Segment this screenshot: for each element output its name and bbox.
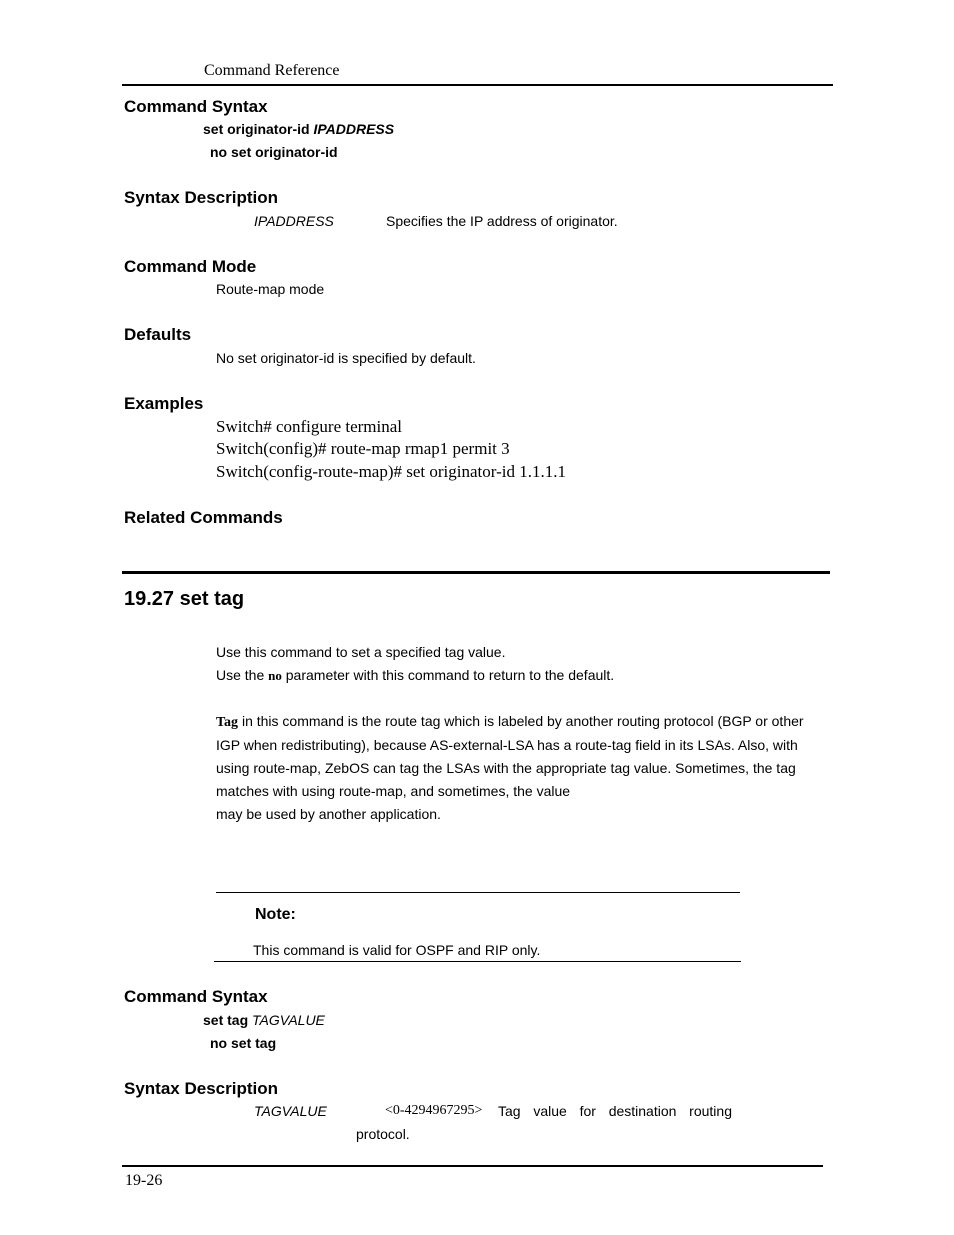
paragraph-line: matches with using route-map, and sometimes, the value [216,783,571,799]
related-commands-heading: Related Commands [124,508,283,527]
page-number: 19-26 [125,1172,163,1189]
example-line: Switch(config-route-map)# set originator-id 1.1.1.1 [216,462,566,481]
syntax-command: set originator-id [203,121,310,137]
syntax-description-heading: Syntax Description [124,1079,278,1098]
example-line: Switch# configure terminal [216,417,403,436]
paragraph-line-1-text: in this command is the route tag which is labeled by another routing protocol (BGP or other [238,713,804,729]
note-bottom-rule [214,961,741,962]
intro-pre: Use the [216,667,269,683]
example-line: Switch(config)# route-map rmap1 permit 3 [216,439,510,458]
command-mode-value: Route-map mode [216,281,325,297]
syntax-argument: TAGVALUE [252,1012,325,1028]
command-mode-heading: Command Mode [124,257,257,276]
keyword-tag: Tag [216,715,239,730]
header-rule [122,84,833,86]
syntax-line-1 [203,1012,325,1028]
syntax-line-2: no set tag [210,1035,277,1051]
param-name: IPADDRESS [254,213,334,229]
note-label: Note: [255,906,296,923]
paragraph-line: IGP when redistributing), because AS-external-LSA has a route-tag field in its LSAs. Also, with [216,737,798,753]
intro-line-1: Use this command to set a specified tag value. [216,644,506,660]
note-top-rule [216,892,740,893]
paragraph-line: using route-map, ZebOS can tag the LSAs with the appropriate tag value. Sometimes, the tag [216,760,796,776]
param-name: TAGVALUE [254,1103,327,1119]
note-text: This command is valid for OSPF and RIP only. [253,942,541,958]
syntax-description-heading: Syntax Description [124,188,278,207]
defaults-value: No set originator-id is specified by default. [216,350,476,366]
param-description-line-1: Tag value for destination routing [498,1103,732,1119]
intro-post: parameter with this command to return to the default. [281,667,615,683]
syntax-line-2: no set originator-id [210,144,338,160]
running-header: Command Reference [204,62,340,79]
section-title: 19.27 set tag [124,588,245,610]
param-range: <0-4294967295> [385,1103,483,1118]
paragraph-line [216,710,836,734]
intro-line-2 [216,667,614,684]
param-description: Specifies the IP address of originator. [386,213,618,229]
syntax-line-1 [203,121,394,137]
syntax-argument: IPADDRESS [313,121,395,137]
param-description-line-2: protocol. [356,1126,410,1142]
footer-rule [122,1165,823,1167]
syntax-command: set tag [203,1012,249,1028]
keyword-no: no [268,668,282,683]
examples-heading: Examples [124,394,204,413]
paragraph-line: may be used by another application. [216,806,441,822]
tag-paragraph [216,710,836,826]
defaults-heading: Defaults [124,325,192,344]
command-syntax-heading: Command Syntax [124,987,268,1006]
command-syntax-heading: Command Syntax [124,97,268,116]
section-rule [122,571,830,574]
